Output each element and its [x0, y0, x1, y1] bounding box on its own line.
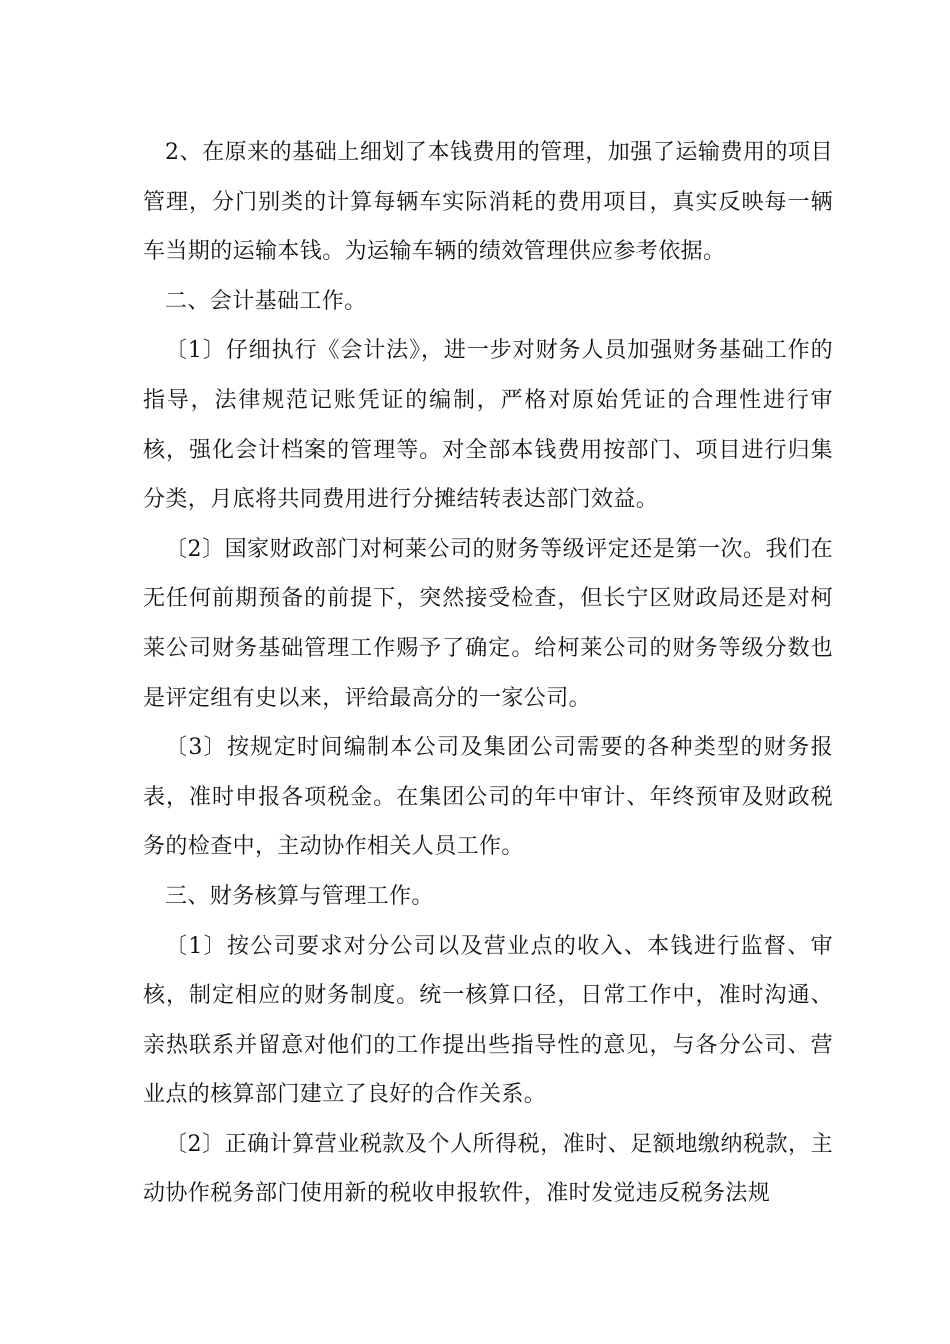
heading-accounting-basics: 二、会计基础工作。	[165, 288, 367, 314]
paragraph-financial-reports: 〔3〕按规定时间编制本公司及集团公司需要的各种类型的财务报表，准时申报各项税金。在集团公司的年中审计、年终预审及财政税务的检查中，主动协作相关人员工作。	[143, 735, 833, 860]
paragraph-accounting-law: 〔1〕仔细执行《会计法》，进一步对财务人员加强财务基础工作的指导，法律规范记账凭证的编制，严格对原始凭证的合理性进行审核，强化会计档案的管理等。对全部本钱费用按部门、项目进行归集分类，月底将共同费用进行分摊结转表达部门效益。	[143, 338, 833, 513]
heading-financial-accounting: 三、财务核算与管理工作。	[165, 883, 434, 909]
paragraph-cost-management: 2、在原来的基础上细划了本钱费用的管理，加强了运输费用的项目管理，分门别类的计算每辆车实际消耗的费用项目，真实反映每一辆车当期的运输本钱。为运输车辆的绩效管理供应参考依据。	[143, 140, 833, 265]
document-body	[143, 128, 833, 1219]
paragraph-branch-supervision: 〔1〕按公司要求对分公司以及营业点的收入、本钱进行监督、审核，制定相应的财务制度。统一核算口径，日常工作中，准时沟通、亲热联系并留意对他们的工作提出些指导性的意见，与各分公司、营业点的核算部门建立了良好的合作关系。	[143, 933, 833, 1108]
paragraph-tax-calculation: 〔2〕正确计算营业税款及个人所得税，准时、足额地缴纳税款，主动协作税务部门使用新的税收申报软件，准时发觉违反税务法规	[143, 1131, 833, 1207]
paragraph-finance-rating: 〔2〕国家财政部门对柯莱公司的财务等级评定还是第一次。我们在无任何前期预备的前提下，突然接受检查，但长宁区财政局还是对柯莱公司财务基础管理工作赐予了确定。给柯莱公司的财务等级分数也是评定组有史以来，评给最高分的一家公司。	[143, 536, 833, 711]
